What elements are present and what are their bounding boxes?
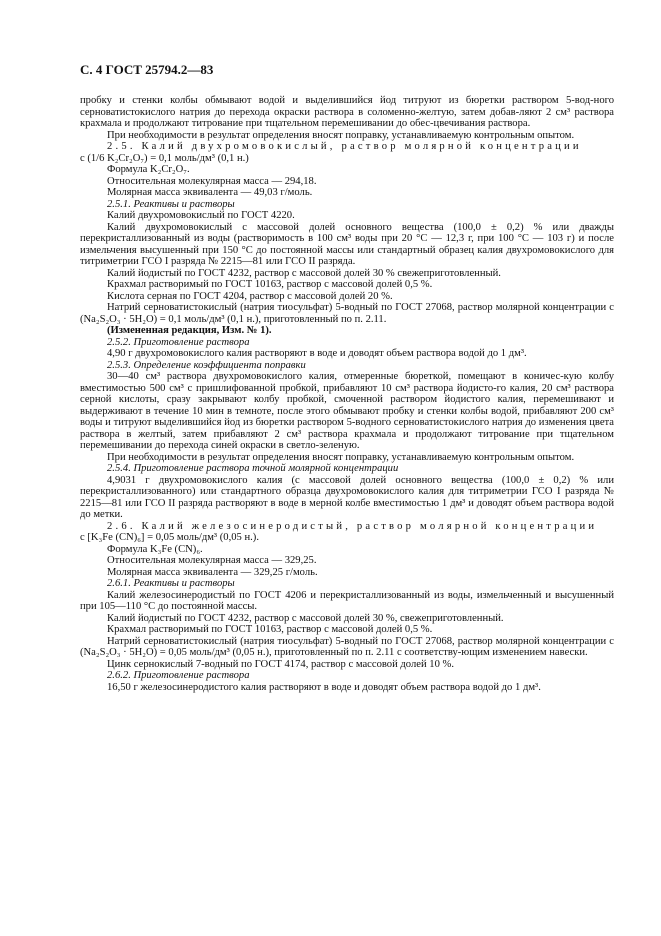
paragraph: Цинк сернокислый 7-водный по ГОСТ 4174, раствор с массовой долей 10 %.	[107, 658, 454, 670]
page-header: С. 4 ГОСТ 25794.2—83	[80, 62, 214, 77]
paragraph: пробку и стенки колбы обмывают водой и выделившийся йод титруют из бюретки раствором 5-вод-ного серноватистокислого натрия до перехода окраски раствора в соломенно-желтую, затем добав-ляют 2 см³ раствора крахмала и продолжают титрование при тщательном перемешивании до обес-цвечивания раствора.	[80, 95, 614, 129]
paragraph: Формула K₃Fe (CN)₆.	[107, 543, 203, 555]
paragraph: Натрий серноватистокислый (натрия тиосульфат) 5-водный по ГОСТ 27068, раствор молярной концентрации c (Na₂S₂O₃ · 5H₂O) = 0,05 моль/дм³ (0,05 н.), приготовленный по п. 2.11 с соответству-ющим изменением навески.	[80, 635, 614, 658]
paragraph: Крахмал растворимый по ГОСТ 10163, раствор с массовой долей 0,5 %.	[107, 624, 433, 635]
paragraph: Молярная масса эквивалента — 49,03 г/моль.	[107, 187, 313, 198]
subsection-heading: 2.5.2. Приготовление раствора	[107, 336, 250, 348]
paragraph: Кислота серная по ГОСТ 4204, раствор с массовой долей 20 %.	[107, 290, 393, 302]
paragraph: Калий йодистый по ГОСТ 4232, раствор с массовой долей 30 %, свежеприготовленный.	[107, 612, 504, 624]
subsection-heading: 2.6.2. Приготовление раствора	[107, 670, 250, 681]
paragraph: Молярная масса эквивалента — 329,25 г/моль.	[107, 566, 318, 578]
paragraph: При необходимости в результат определения вносят поправку, устанавливаемую контрольным опытом.	[107, 129, 575, 141]
paragraph: При необходимости в результат определения вносят поправку, устанавливаемую контрольным опытом.	[107, 451, 575, 463]
paragraph: 4,9031 г двухромовокислого калия (с массовой долей основного вещества (100,0 ± 0,2) % или перекристаллизованного) или стандартного образца двухромовокислого калия для титриметрии ГСО I разряда № 2215—81 или ГСО II разряда растворяют в воде в мерной колбе вместимостью 1 дм³ и доводят объем раствора водой до метки.	[80, 474, 614, 520]
formula-line: c (1/6 K₂Cr₂O₇) = 0,1 моль/дм³ (0,1 н.)	[80, 152, 249, 164]
paragraph: 16,50 г железосинеродистого калия растворяют в воде и доводят объем раствора водой до 1 дм³.	[107, 681, 541, 693]
subsection-heading: 2.5.1. Реактивы и растворы	[107, 198, 235, 210]
paragraph: Калий двухромовокислый по ГОСТ 4220.	[107, 210, 295, 221]
paragraph: Формула K₂Cr₂O₇.	[107, 164, 190, 175]
paragraph: Натрий серноватистокислый (натрия тиосульфат) 5-водный по ГОСТ 27068, раствор молярной концентрации c (Na₂S₂O₃ · 5H₂O) = 0,1 моль/дм³ (0,1 н.), приготовленный по п. 2.11.	[80, 302, 614, 325]
subsection-heading: 2.6.1. Реактивы и растворы	[107, 578, 235, 589]
document-body	[80, 95, 614, 693]
amendment-note: (Измененная редакция, Изм. № 1).	[107, 325, 272, 336]
subsection-heading: 2.5.4. Приготовление раствора точной молярной концентрации	[107, 463, 399, 474]
formula-line: c [K₃Fe (CN)₆] = 0,05 моль/дм³ (0,05 н.).	[80, 532, 259, 543]
paragraph: Калий двухромовокислый с массовой долей основного вещества (100,0 ± 0,2) % или дважды перекристаллизованный из воды (растворимость в 100 см³ воды при 20 °С — 12,3 г, при 100 °С — 103 г) и после измельчения высушенный при 150 °С до постоянной массы или стандартный образец калия двухромовокислого для титриметрии ГСО I разряда № 2215—81 или ГСО II разряда.	[80, 221, 614, 267]
paragraph: Относительная молекулярная масса — 294,18.	[107, 175, 317, 187]
paragraph: Относительная молекулярная масса — 329,25.	[107, 555, 317, 566]
paragraph: 30—40 см³ раствора двухромовокислого калия, отмеренные бюреткой, помещают в коничес-кую колбу вместимостью 500 см³ с пришлифованной пробкой, прибавляют 10 см³ раствора йодисто-го калия, 20 см³ раствора серной кислоты, сразу закрывают колбу пробкой, смоченной раствором йодистого калия, перемешивают и выдерживают в течение 10 мин в темноте, после этого обмывают пробку и стенки колбы водой, прибавляют 200 см³ воды и титруют выделившийся йод из бюретки раствором 5-водного серноватистокислого натрия до изменения цвета раствора в желтый, затем прибавляют 2 см³ раствора крахмала и продолжают титрование при тщательном перемешивании до перехода синей окраски в светло-зеленую.	[80, 371, 614, 451]
paragraph: Крахмал растворимый по ГОСТ 10163, раствор с массовой долей 0,5 %.	[107, 279, 433, 290]
section-heading: 2.5. Калий двухромовокислый, раствор молярной концентрации	[107, 141, 582, 152]
paragraph: 4,90 г двухромовокислого калия растворяют в воде и доводят объем раствора водой до 1 дм³.	[107, 348, 527, 359]
paragraph: Калий йодистый по ГОСТ 4232, раствор с массовой долей 30 % свежеприготовленный.	[107, 267, 501, 279]
paragraph: Калий железосинеродистый по ГОСТ 4206 и перекристаллизованный из воды, измельченный и высушенный при 105—110 °С до постоянной массы.	[80, 589, 614, 612]
subsection-heading: 2.5.3. Определение коэффициента поправки	[107, 359, 306, 371]
section-heading: 2.6. Калий железосинеродистый, раствор молярной концентрации	[107, 520, 598, 532]
